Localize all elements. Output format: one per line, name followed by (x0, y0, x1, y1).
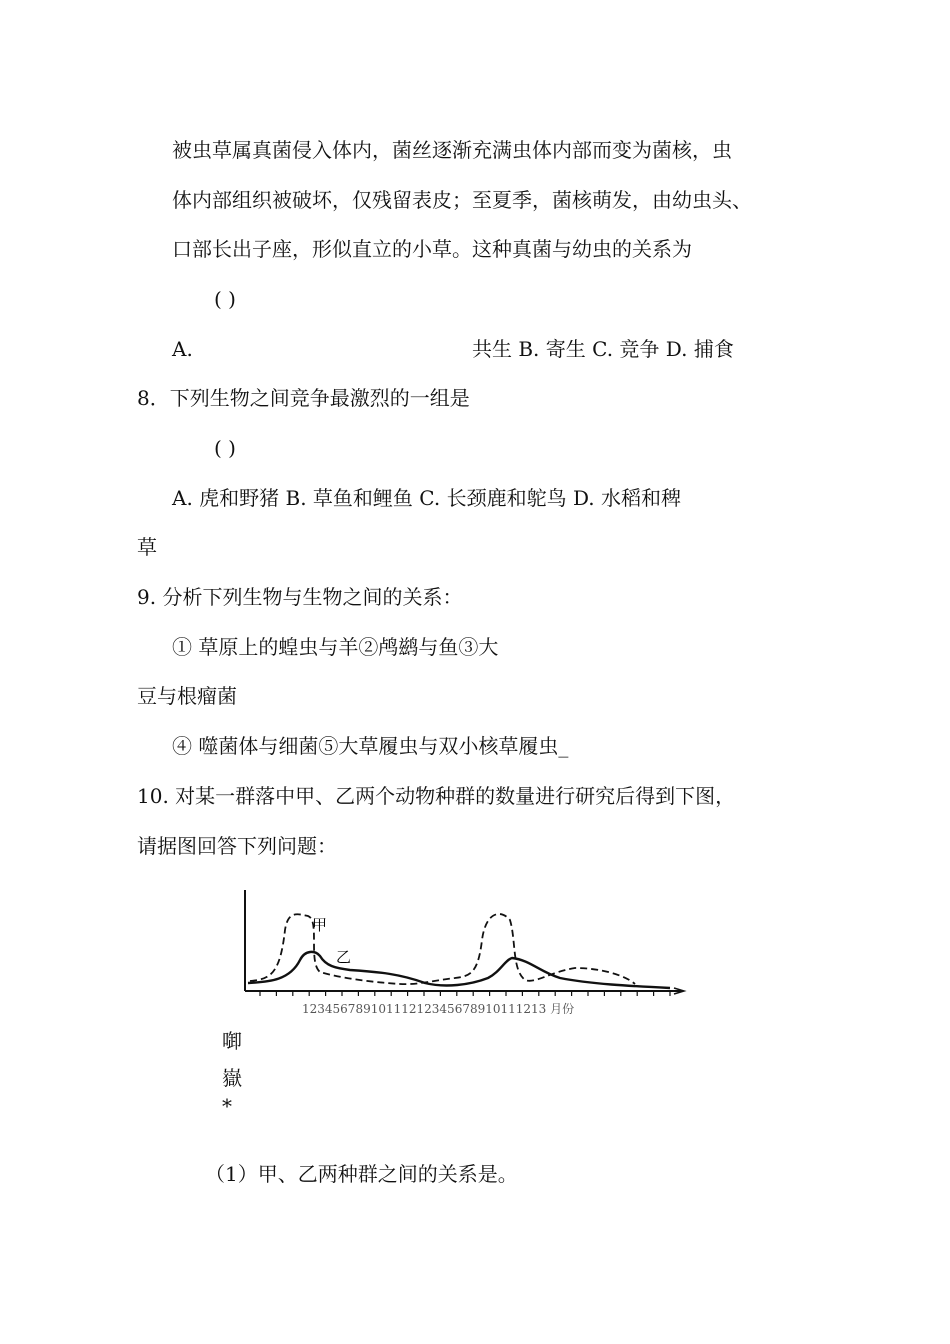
q7-options: 共生 B. 寄生 C. 竞争 D. 捕食 (472, 337, 734, 361)
series-yi-curve (248, 952, 670, 988)
q8-answer-bracket: ( ) (214, 436, 236, 460)
y-axis-label-3: * (222, 1094, 232, 1118)
q7-option-label: A. (172, 337, 193, 361)
q9-line-2: 豆与根瘤菌 (137, 684, 237, 708)
label-jia: 甲 (312, 916, 328, 934)
q8-stem: 8．下列生物之间竞争最激烈的一组是 (137, 386, 470, 410)
q9-line-3: ④ 噬菌体与细菌⑤大草履虫与双小核草履虫_ (172, 734, 569, 758)
q7-line-1: 被虫草属真菌侵入体内，菌丝逐渐充满虫体内部而变为菌核，虫 (172, 138, 732, 162)
x-axis-tick-labels: 12345678910111212345678910111213 月份 (302, 1002, 575, 1015)
population-figure (230, 880, 700, 1015)
q7-line-3: 口部长出子座，形似直立的小草。这种真菌与幼虫的关系为 (172, 237, 692, 261)
q9-line-1: ① 草原上的蝗虫与羊②鸬鹚与鱼③大 (172, 635, 499, 659)
y-axis-label-1: 啣 (222, 1029, 242, 1053)
q10-stem: 10. 对某一群落中甲、乙两个动物种群的数量进行研究后得到下图， (137, 784, 736, 808)
label-yi: 乙 (336, 948, 352, 966)
q8-options: A. 虎和野猪 B. 草鱼和鲤鱼 C. 长颈鹿和鸵鸟 D. 水稻和稗 (172, 486, 681, 510)
q8-options-tail: 草 (137, 535, 157, 559)
y-axis-label-2: 嶽 (222, 1066, 242, 1090)
q7-line-2: 体内部组织被破坏，仅残留表皮；至夏季，菌核萌发，由幼虫头、 (172, 188, 752, 212)
q7-answer-bracket: ( ) (214, 287, 236, 311)
q10-stem-2: 请据图回答下列问题： (137, 834, 337, 858)
q10-sub-question-1: （1）甲、乙两种群之间的关系是。 (205, 1162, 518, 1186)
series-jia-curve (250, 914, 635, 984)
q9-stem: 9. 分析下列生物与生物之间的关系： (137, 585, 463, 609)
